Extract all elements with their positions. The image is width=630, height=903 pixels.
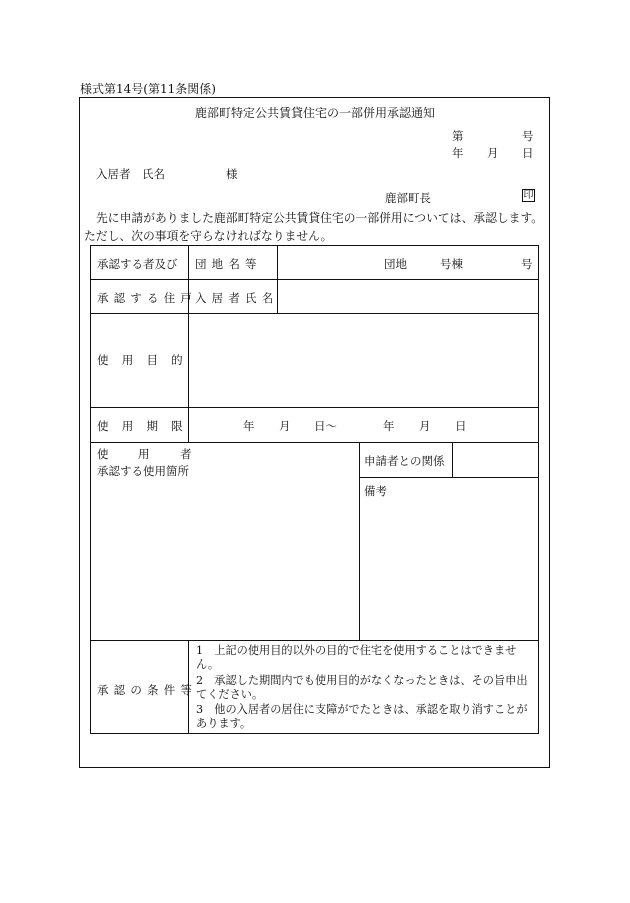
seal-mark	[522, 189, 535, 202]
intro-line-1: 先に申請がありました鹿部町特定公共賃貸住宅の一部併用については、承認します。	[96, 211, 544, 225]
vline-user-split	[359, 442, 360, 640]
danchi-value: 団地	[384, 257, 407, 271]
date-year: 年	[452, 146, 464, 160]
number-suffix: 号	[522, 129, 534, 143]
relation-label: 申請者との関係	[364, 454, 445, 468]
period-month-2: 月	[419, 419, 431, 433]
hline-2	[90, 313, 539, 314]
resident-name-field-label: 入居者氏名	[195, 291, 279, 305]
intro-line-2: ただし、次の事項を守らなければなりません。	[84, 229, 333, 243]
period-year-2: 年	[383, 419, 395, 433]
hline-5	[90, 640, 539, 641]
user-label-a: 使	[97, 447, 109, 461]
issuer-name: 鹿部町長	[385, 191, 431, 205]
number-prefix: 第	[452, 129, 464, 143]
go-label: 号	[521, 257, 533, 271]
form-number: 様式第14号(第11条関係)	[80, 82, 216, 96]
date-day: 日	[522, 146, 534, 160]
hline-1	[90, 279, 539, 280]
seal-label: 印	[523, 190, 534, 201]
conditions-label: 承認の条件等	[97, 683, 198, 697]
period-label: 使用期限	[97, 419, 196, 433]
vline-relation	[452, 442, 453, 477]
go-tou-label: 号棟	[440, 257, 463, 271]
user-label-c: 者	[180, 447, 192, 461]
period-day-2: 日	[455, 419, 467, 433]
vline-label-top	[188, 245, 189, 442]
honorific: 様	[226, 167, 238, 181]
document-title: 鹿部町特定公共賃貸住宅の一部併用承認通知	[194, 106, 435, 120]
approved-label-2: 承認する住戸	[97, 291, 198, 305]
usage-place-label: 承認する使用箇所	[97, 464, 189, 478]
condition-1: 1 上記の使用目的以外の目的で住宅を使用することはできません。	[196, 644, 517, 671]
hline-4	[90, 442, 539, 443]
remarks-label: 備考	[364, 484, 387, 498]
user-label-b: 用	[138, 447, 150, 461]
period-day-1: 日〜	[314, 419, 337, 433]
purpose-label: 使用目的	[97, 353, 196, 367]
hline-3	[90, 407, 539, 408]
danchi-label: 団地名等	[195, 257, 262, 271]
period-month-1: 月	[279, 419, 291, 433]
condition-3: 3 他の入居者の居住に支障がでたときは、承認を取り消すことがあります。	[196, 703, 528, 730]
hline-relation	[359, 477, 539, 478]
date-month: 月	[487, 146, 499, 160]
period-year-1: 年	[243, 419, 255, 433]
approved-label-1: 承認する者及び	[97, 257, 178, 271]
resident-name-label: 入居者 氏名	[96, 167, 165, 181]
condition-2: 2 承認した期間内でも使用目的がなくなったときは、その旨申出てください。	[196, 674, 528, 701]
